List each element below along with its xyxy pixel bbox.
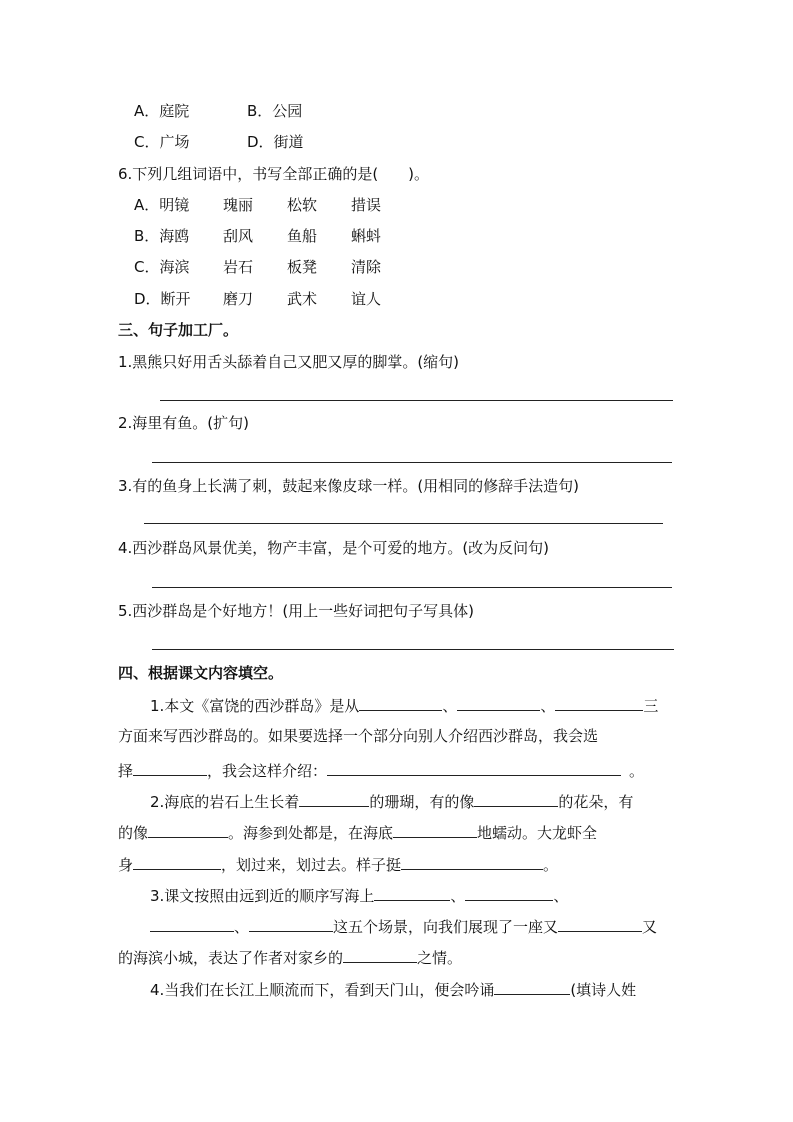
sec4-p2-text-a: 2.海底的岩石上生长着 [150, 793, 300, 811]
sec4-p2-text-f: 地蠕动。大龙虾全 [477, 824, 598, 842]
sec4-p4-text-a: 4.当我们在长江上顺流而下，看到天门山，便会吟诵 [150, 981, 495, 999]
q6-b-label: B．海鸥 [134, 227, 190, 245]
sec4-p2-blank-1[interactable] [299, 790, 369, 807]
sec4-p2-text-d: 的像 [118, 824, 149, 842]
section-3-title: 三、句子加工厂。 [118, 321, 239, 339]
sec4-p3-sep-1: 、 [450, 887, 466, 905]
sec4-p3-text-d: 的海滨小城，表达了作者对家乡的 [118, 949, 344, 967]
sec4-p1-text-f: 。 [629, 762, 645, 780]
sec4-p2-line2 [118, 821, 597, 843]
sec4-p2-text-e: 。海参到处都是，在海底 [228, 824, 394, 842]
q6-d-word2: 武术 [287, 290, 318, 308]
q6-c-word1: 岩石 [223, 258, 254, 276]
sec4-p2-blank-3[interactable] [148, 821, 228, 838]
sec3-q3-answer-line[interactable] [144, 523, 663, 524]
q6-a-word3: 措误 [351, 196, 382, 214]
sec4-p1-blank-4[interactable] [133, 759, 207, 776]
sec4-p1-sep-2: 、 [540, 697, 556, 715]
sec4-p4-blank-1[interactable] [494, 978, 570, 995]
q5-option-b: B．公园 [247, 102, 303, 120]
sec4-p1-text-a: 1.本文《富饶的西沙群岛》是从 [150, 697, 360, 715]
sec4-p3-blank-2[interactable] [465, 884, 553, 901]
sec3-q1-prompt: 1.黑熊只好用舌头舔着自己又肥又厚的脚掌。(缩句) [118, 353, 460, 371]
q6-d-word3: 谊人 [351, 290, 382, 308]
sec4-p2-blank-4[interactable] [393, 821, 477, 838]
q6-stem: 6.下列几组词语中，书写全部正确的是( )。 [118, 165, 430, 183]
sec3-q2-prompt: 2.海里有鱼。(扩句) [118, 414, 250, 432]
q5-option-d: D．街道 [247, 133, 304, 151]
sec3-q1-answer-line[interactable] [160, 400, 673, 401]
sec4-p1-blank-3[interactable] [555, 694, 643, 711]
sec4-p3-blank-1[interactable] [374, 884, 450, 901]
q6-a-word1: 瑰丽 [223, 196, 254, 214]
sec4-p1-sep-1: 、 [442, 697, 458, 715]
q6-b-word1: 刮风 [223, 227, 254, 245]
sec4-p1-blank-2[interactable] [457, 694, 540, 711]
sec4-p2-text-c: 的花朵，有 [558, 793, 634, 811]
sec4-p2-blank-2[interactable] [474, 790, 558, 807]
q6-a-label: A．明镜 [134, 196, 190, 214]
sec4-p3-line2 [150, 915, 657, 937]
q6-b-word2: 鱼船 [287, 227, 318, 245]
sec4-p2-line1 [150, 790, 633, 812]
sec4-p4-text-b: (填诗人姓 [570, 981, 637, 999]
sec4-p3-text-a: 3.课文按照由远到近的顺序写海上 [150, 887, 375, 905]
sec4-p1-text-e: ，我会这样介绍： [207, 762, 328, 780]
sec4-p3-text-c: 又 [642, 918, 658, 936]
sec4-p3-text-e: 之情。 [417, 949, 463, 967]
sec4-p3-sep-3: 、 [234, 918, 250, 936]
sec3-q4-answer-line[interactable] [152, 587, 672, 588]
sec4-p2-text-h: ，划过来，划过去。样子挺 [221, 856, 402, 874]
sec4-p1-blank-1[interactable] [359, 694, 442, 711]
sec4-p1-text-b: 三 [643, 697, 659, 715]
q5-option-a: A．庭院 [134, 102, 190, 120]
sec3-q2-answer-line[interactable] [152, 462, 672, 463]
sec4-p3-blank-6[interactable] [343, 946, 417, 963]
q6-d-word1: 磨刀 [223, 290, 254, 308]
sec3-q4-prompt: 4.西沙群岛风景优美，物产丰富，是个可爱的地方。(改为反问句) [118, 539, 550, 557]
sec4-p3-sep-2: 、 [553, 887, 569, 905]
sec4-p3-line3 [118, 946, 462, 968]
sec4-p2-line3 [118, 853, 558, 875]
q6-d-label: D．断开 [134, 290, 191, 308]
sec4-p3-line1 [150, 884, 568, 906]
sec4-p3-blank-3[interactable] [150, 915, 234, 932]
sec4-p4-line1 [150, 978, 636, 1000]
section-4-title: 四、根据课文内容填空。 [118, 664, 284, 682]
q5-option-c: C．广场 [134, 133, 190, 151]
sec4-p1-text-d: 择 [118, 762, 134, 780]
sec4-p3-blank-5[interactable] [558, 915, 642, 932]
sec4-p1-line2: 方面来写西沙群岛的。如果要选择一个部分向别人介绍西沙群岛，我会选 [118, 727, 599, 745]
sec4-p2-text-g: 身 [118, 856, 134, 874]
q6-c-word2: 板凳 [287, 258, 318, 276]
sec4-p3-blank-4[interactable] [249, 915, 333, 932]
sec4-p2-blank-6[interactable] [401, 853, 543, 870]
q6-c-label: C．海滨 [134, 258, 190, 276]
sec4-p2-text-i: 。 [543, 856, 559, 874]
sec4-p1-line3 [118, 759, 644, 781]
q6-c-word3: 清除 [351, 258, 382, 276]
sec3-q3-prompt: 3.有的鱼身上长满了刺，鼓起来像皮球一样。(用相同的修辞手法造句) [118, 477, 580, 495]
sec3-q5-prompt: 5.西沙群岛是个好地方！(用上一些好词把句子写具体) [118, 602, 475, 620]
sec4-p3-text-b: 这五个场景，向我们展现了一座又 [333, 918, 559, 936]
q6-a-word2: 松软 [287, 196, 318, 214]
sec4-p2-text-b: 的珊瑚，有的像 [369, 793, 475, 811]
sec4-p2-blank-5[interactable] [133, 853, 221, 870]
sec4-p1-blank-5[interactable] [327, 759, 621, 776]
sec4-p1-line1 [150, 694, 658, 716]
sec3-q5-answer-line[interactable] [152, 649, 674, 650]
q6-b-word3: 蝌蚪 [351, 227, 382, 245]
